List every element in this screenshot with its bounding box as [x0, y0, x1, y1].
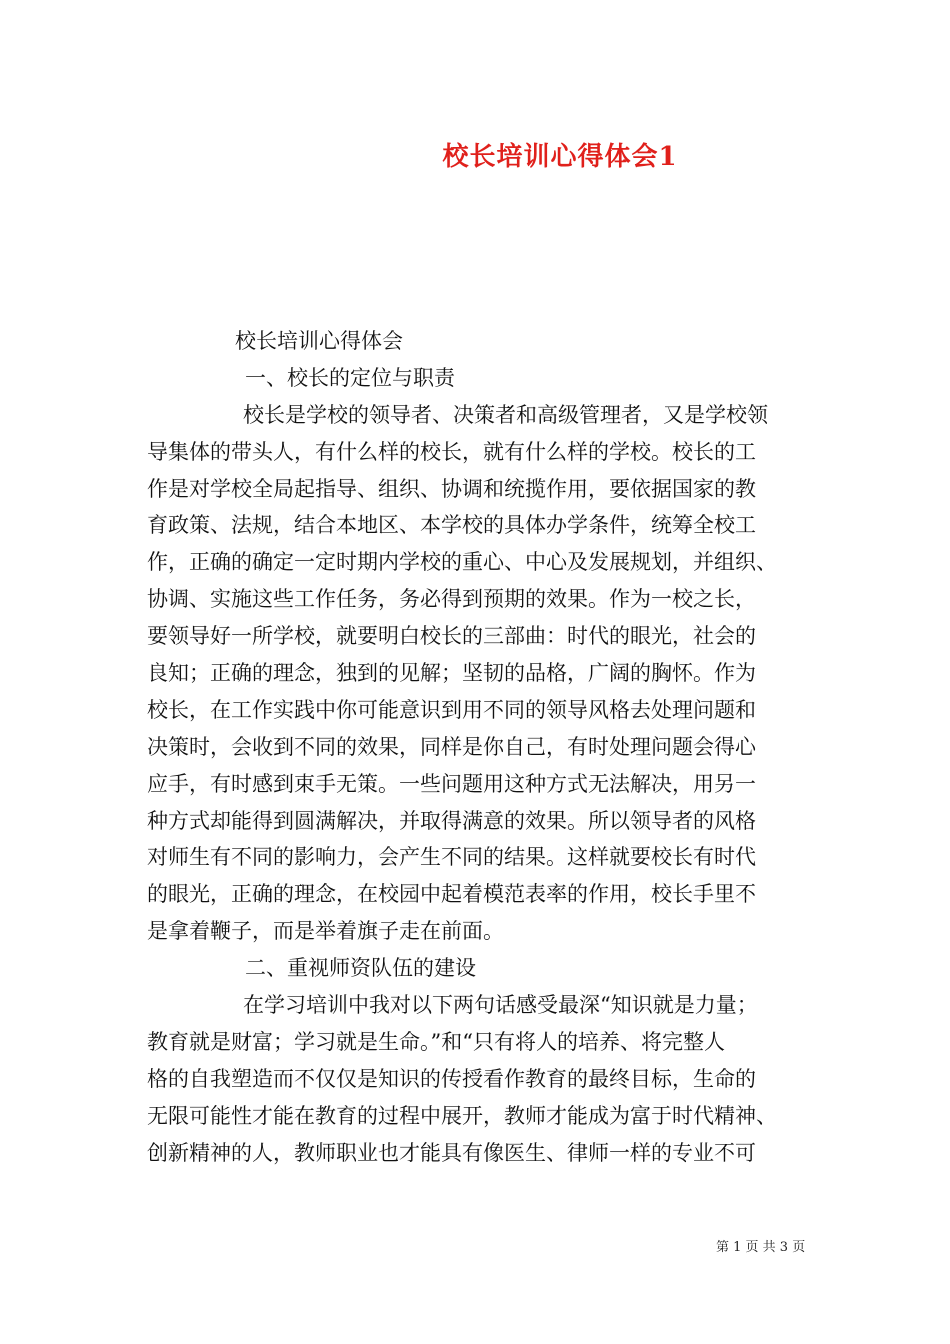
paragraph-line: 的眼光，正确的理念，在校园中起着模范表率的作用，校长手里不 — [147, 882, 756, 907]
paragraph-line: 校长，在工作实践中你可能意识到用不同的领导风格去处理问题和 — [147, 697, 756, 722]
paragraph-line: 在学习培训中我对以下两句话感受最深“知识就是力量； — [243, 993, 758, 1018]
paragraph-line: 应手，有时感到束手无策。一些问题用这种方式无法解决，用另一 — [147, 771, 756, 796]
paragraph-line: 导集体的带头人，有什么样的校长，就有什么样的学校。校长的工 — [147, 439, 756, 464]
paragraph-line: 良知；正确的理念，独到的见解；坚韧的品格，广阔的胸怀。作为 — [147, 661, 756, 686]
doc-heading: 校长培训心得体会 — [235, 329, 403, 353]
paragraph-line: 校长是学校的领导者、决策者和高级管理者，又是学校领 — [243, 402, 768, 427]
paragraph-line: 要领导好一所学校，就要明白校长的三部曲：时代的眼光，社会的 — [147, 624, 756, 649]
section-1-paragraph — [147, 397, 827, 950]
paragraph-line: 作，正确的确定一定时期内学校的重心、中心及发展规划，并组织、 — [147, 550, 777, 575]
page-indicator: 第 1 页 共 3 页 — [716, 1240, 806, 1255]
section-2-paragraph — [147, 987, 827, 1171]
section-2-heading: 二、重视师资队伍的建设 — [245, 956, 476, 981]
paragraph-line: 对师生有不同的影响力，会产生不同的结果。这样就要校长有时代 — [147, 845, 756, 870]
paragraph-line: 作是对学校全局起指导、组织、协调和统揽作用，要依据国家的教 — [147, 476, 756, 501]
paragraph-line: 创新精神的人，教师职业也才能具有像医生、律师一样的专业不可 — [147, 1140, 756, 1165]
paragraph-line: 育政策、法规，结合本地区、本学校的具体办学条件，统筹全校工 — [147, 513, 756, 538]
paragraph-line: 协调、实施这些工作任务，务必得到预期的效果。作为一校之长， — [147, 587, 756, 612]
paragraph-line: 教育就是财富；学习就是生命。”和“只有将人的培养、将完整人 — [147, 1029, 725, 1054]
document-title: 校长培训心得体会1 — [442, 142, 678, 172]
paragraph-line: 是拿着鞭子，而是举着旗子走在前面。 — [147, 919, 504, 944]
paragraph-line: 无限可能性才能在教育的过程中展开，教师才能成为富于时代精神、 — [147, 1103, 777, 1128]
paragraph-line: 格的自我塑造而不仅仅是知识的传授看作教育的最终目标，生命的 — [147, 1066, 756, 1091]
section-1-heading: 一、校长的定位与职责 — [245, 365, 455, 390]
document-body — [147, 323, 827, 1171]
paragraph-line: 种方式却能得到圆满解决，并取得满意的效果。所以领导者的风格 — [147, 808, 756, 833]
paragraph-line: 决策时，会收到不同的效果，同样是你自己，有时处理问题会得心 — [147, 734, 756, 759]
